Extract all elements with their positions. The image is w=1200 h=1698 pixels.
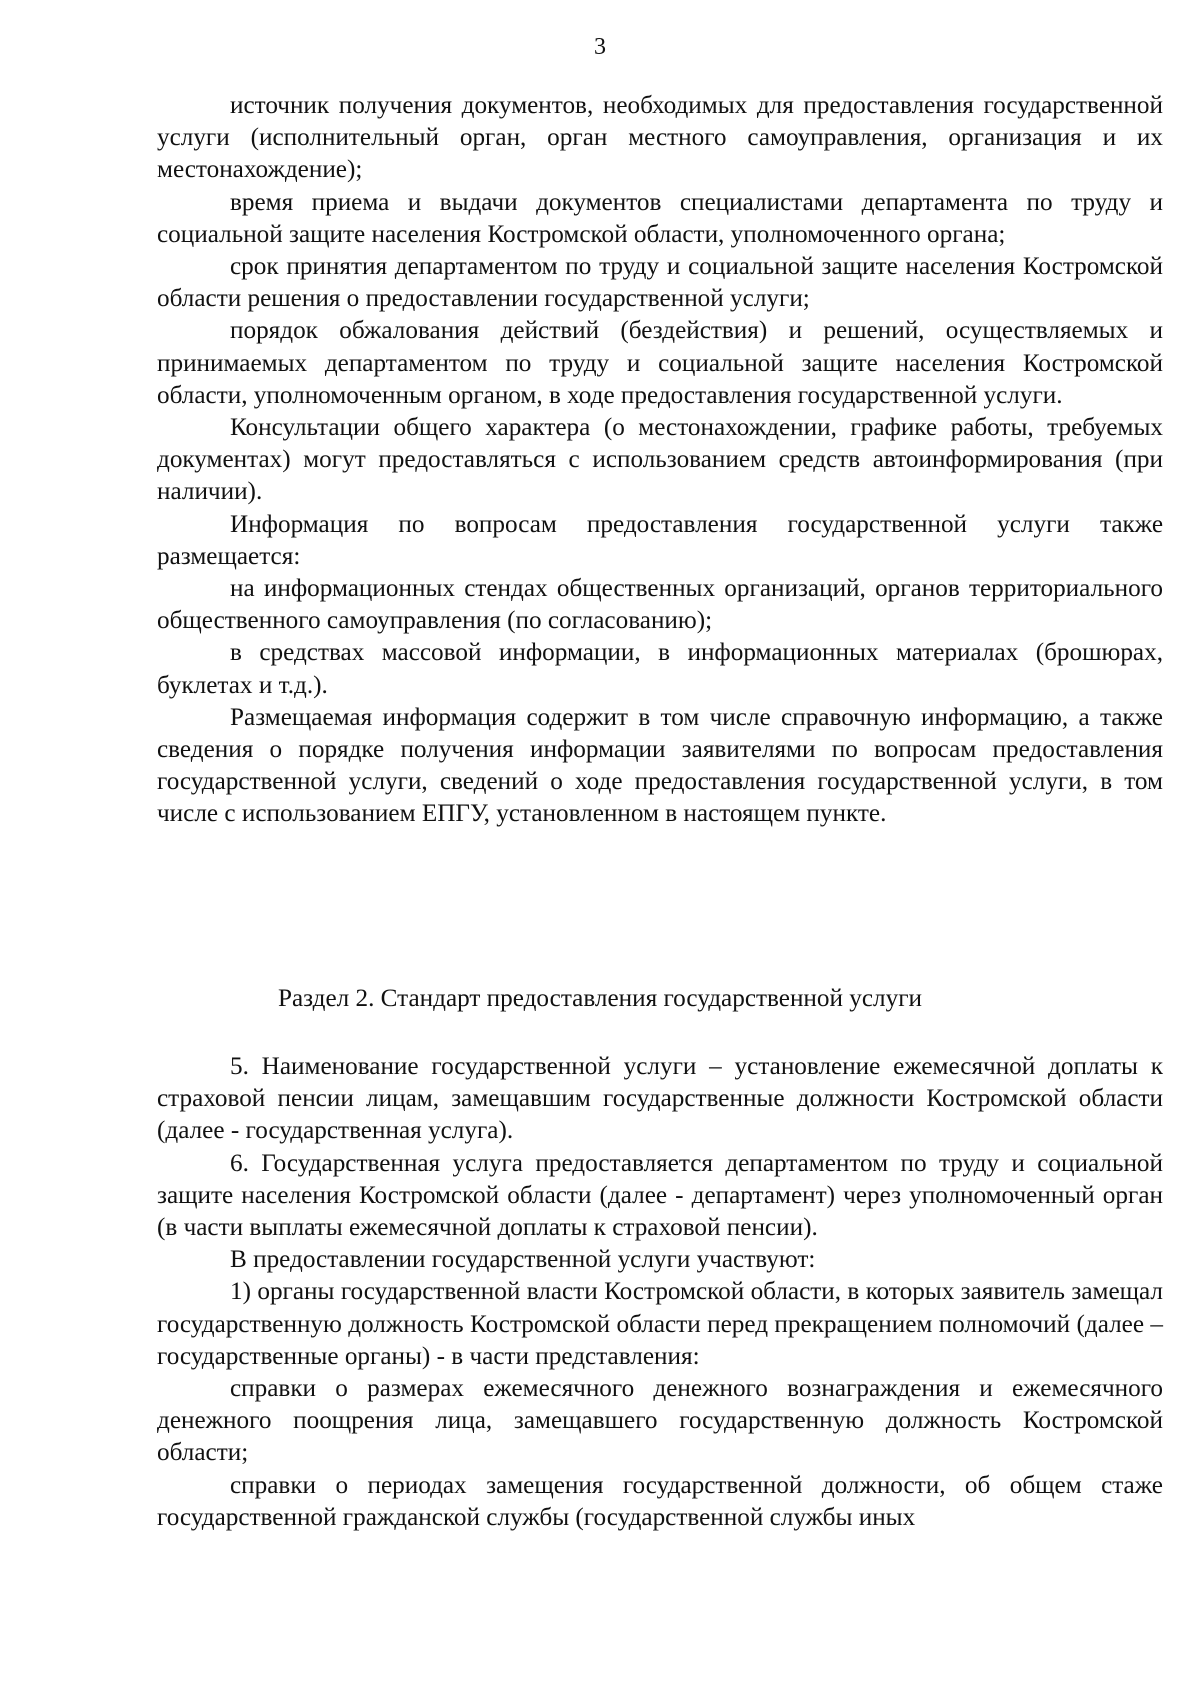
paragraph: Информация по вопросам предоставления государственной услуги также размещается: bbox=[157, 510, 1163, 570]
paragraph: справки о размерах ежемесячного денежного вознаграждения и ежемесячного денежного поощрения лица, замещавшего государственную должность Костромской области; bbox=[157, 1375, 1163, 1467]
paragraph: 6. Государственная услуга предоставляется департаментом по труду и социальной защите населения Костромской области (далее - департамент) через уполномоченный орган (в части выплаты ежемесячной доплаты к страховой пенсии). bbox=[157, 1149, 1163, 1242]
section-title: Раздел 2. Стандарт предоставления государственной услуги bbox=[277, 985, 923, 1012]
paragraph: Размещаемая информация содержит в том числе справочную информацию, а также сведения о порядке получения информации заявителями по вопросам предоставления государственной услуги, сведений о ходе предоставления государственной услуги, в том числе с использованием ЕПГУ, установленном в настоящем пункте. bbox=[157, 703, 1163, 828]
paragraph: порядок обжалования действий (бездействия) и решений, осуществляемых и принимаемых департаментом по труду и социальной защите населения Костромской области, уполномоченным органом, в ходе предоставления государственной услуги. bbox=[157, 317, 1163, 409]
paragraph: источник получения документов, необходимых для предоставления государственной услуги (исполнительный орган, орган местного самоуправления, организация и их местонахождение); bbox=[157, 92, 1163, 184]
paragraph: на информационных стендах общественных организаций, органов территориального общественного самоуправления (по согласованию); bbox=[157, 575, 1163, 635]
paragraph: 1) органы государственной власти Костромской области, в которых заявитель замещал государственную должность Костромской области перед прекращением полномочий (далее – государственные органы) - в части представления: bbox=[157, 1278, 1163, 1370]
paragraph: В предоставлении государственной услуги участвуют: bbox=[230, 1246, 816, 1274]
paragraph: срок принятия департаментом по труду и социальной защите населения Костромской области решения о предоставлении государственной услуги; bbox=[157, 253, 1163, 313]
paragraph: Консультации общего характера (о местонахождении, графике работы, требуемых документах) могут предоставляться с использованием средств автоинформирования (при наличии). bbox=[157, 414, 1163, 506]
page-number: 3 bbox=[594, 34, 606, 60]
paragraph: справки о периодах замещения государственной должности, об общем стаже государственной гражданской службы (государственной службы иных bbox=[157, 1471, 1163, 1531]
paragraph: в средствах массовой информации, в информационных материалах (брошюрах, буклетах и т.д.). bbox=[157, 639, 1163, 699]
paragraph: 5. Наименование государственной услуги – установление ежемесячной доплаты к страховой пенсии лицам, замещавшим государственные должности Костромской области (далее - государственная услуга). bbox=[157, 1053, 1163, 1145]
body-text-bottom bbox=[157, 1051, 1163, 1534]
body-text-top bbox=[157, 90, 1163, 831]
paragraph: время приема и выдачи документов специалистами департамента по труду и социальной защите населения Костромской области, уполномоченного органа; bbox=[157, 188, 1163, 248]
